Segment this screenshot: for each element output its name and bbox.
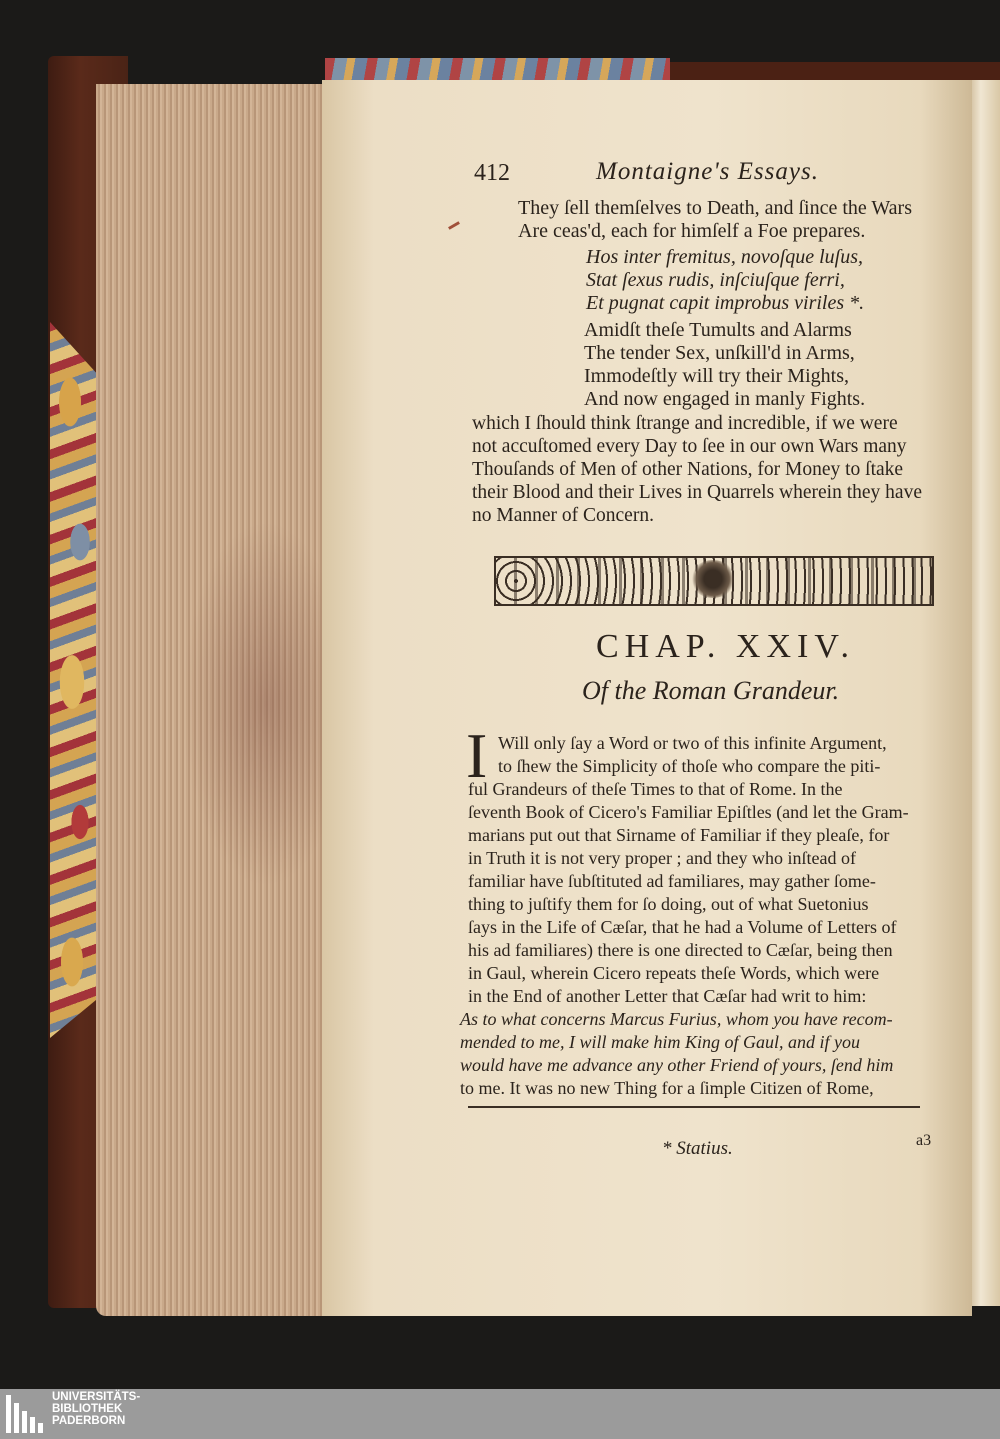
- text-line: ſays in the Life of Cæſar, that he had a Volume of Letters of: [468, 917, 897, 937]
- library-footer: [0, 1389, 1000, 1439]
- text-line: in the End of another Letter that Cæſar had writ to him:: [468, 986, 867, 1006]
- text-line: marians put out that Sirname of Familiar if they pleaſe, for: [468, 825, 890, 845]
- signature-mark: a3: [916, 1132, 932, 1149]
- english-verse-line: And now engaged in manly Fights.: [584, 388, 866, 410]
- text-line: his ad familiares) there is one directed to Cæſar, being then: [468, 940, 893, 960]
- text-line: As to what concerns Marcus Furius, whom you have recom-: [460, 1009, 893, 1029]
- text-line: in Truth it is not very proper ; and they who inſtead of: [468, 848, 856, 868]
- text-line: They ſell themſelves to Death, and ſince the Wars: [518, 197, 913, 219]
- headpiece-flower-icon: [690, 560, 736, 598]
- latin-verse-line: Et pugnat capit improbus viriles *.: [586, 292, 865, 314]
- text-line: ſeventh Book of Cicero's Familiar Epiſtles (and let the Gram-: [468, 802, 909, 822]
- library-logo-icon: [4, 1391, 48, 1437]
- text-line: not accuſtomed every Day to ſee in our own Wars many: [472, 436, 907, 457]
- text-line: Will only ſay a Word or two of this infinite Argument,: [498, 733, 887, 753]
- text-line: thing to juſtify them for ſo doing, out of what Suetonius: [468, 894, 869, 914]
- right-page-edge: [968, 80, 1000, 1306]
- text-line: mended to me, I will make him King of Gaul, and if you: [460, 1032, 860, 1052]
- running-title: Montaigne's Essays.: [596, 158, 819, 185]
- library-name-line1: UNIVERSITÄTS-: [52, 1391, 141, 1403]
- text-line: to ſhew the Simplicity of thoſe who compare the piti-: [498, 756, 881, 776]
- text-line: would have me advance any other Friend of yours, ſend him: [460, 1055, 894, 1075]
- latin-verse-line: Hos inter fremitus, novoſque luſus,: [586, 246, 864, 268]
- drop-cap: I: [466, 720, 488, 791]
- text-line: Are ceas'd, each for himſelf a Foe prepares.: [518, 220, 866, 242]
- marbled-endpaper-left: [50, 322, 102, 1038]
- page-fore-edge: [96, 84, 328, 1316]
- footnote: * Statius.: [662, 1138, 733, 1159]
- english-verse-line: The tender Sex, unſkill'd in Arms,: [584, 342, 855, 364]
- text-line: to me. It was no new Thing for a ſimple Citizen of Rome,: [460, 1078, 874, 1098]
- footnote-rule: [468, 1106, 920, 1108]
- english-verse-line: Immodeſtly will try their Mights,: [584, 365, 849, 387]
- english-verse-line: Amidſt theſe Tumults and Alarms: [584, 319, 852, 341]
- text-line: Thouſands of Men of other Nations, for Money to ſtake: [472, 459, 904, 480]
- text-line: in Gaul, wherein Cicero repeats theſe Words, which were: [468, 963, 880, 983]
- chapter-title: Of the Roman Grandeur.: [582, 676, 840, 705]
- latin-verse-line: Stat ſexus rudis, inſciuſque ferri,: [586, 269, 845, 291]
- page-number: 412: [474, 160, 510, 186]
- text-line: which I ſhould think ſtrange and incredible, if we were: [472, 413, 898, 434]
- text-line: no Manner of Concern.: [472, 505, 654, 526]
- text-line: familiar have ſubſtituted ad familiares, may gather ſome-: [468, 871, 876, 891]
- top-leather-band: [660, 62, 1000, 82]
- chapter-heading: CHAP. XXIV.: [596, 628, 856, 665]
- text-line: their Blood and their Lives in Quarrels wherein they have: [472, 482, 922, 503]
- library-name-line2: BIBLIOTHEK: [52, 1403, 123, 1415]
- text-line: ful Grandeurs of theſe Times to that of Rome. In the: [468, 779, 843, 799]
- library-name-line3: PADERBORN: [52, 1415, 126, 1427]
